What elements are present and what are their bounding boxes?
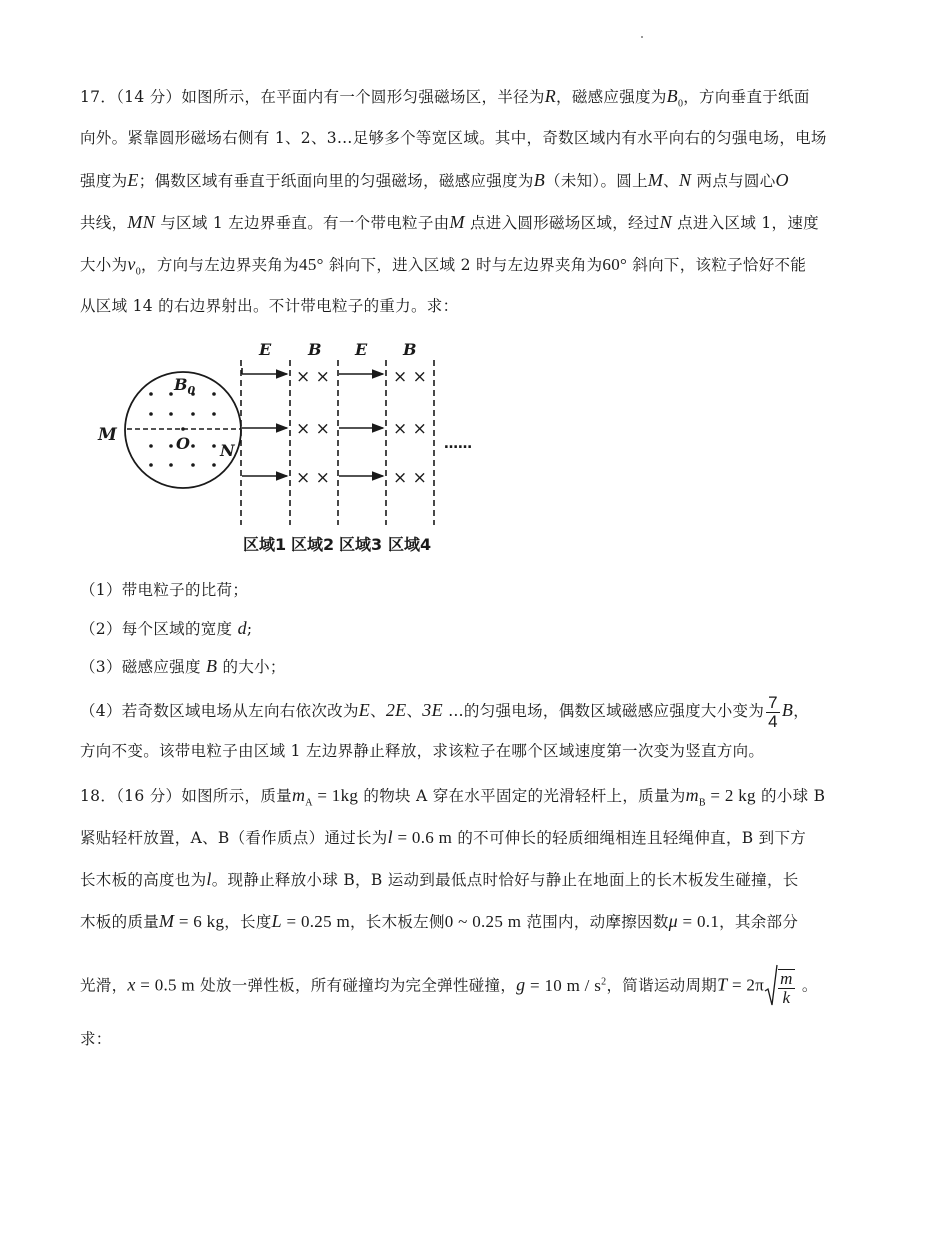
field-regions-diagram — [90, 330, 500, 560]
q17-line-4: 共线，MN 与区域 1 左边界垂直。有一个带电粒子由M 点进入圆形磁场区域，经过N 点进入区域 1，速度 — [80, 212, 819, 232]
sqrt-m-over-k: $\frac{m}{k}$ — [764, 965, 797, 1009]
region4-label: 区域4 — [388, 535, 432, 554]
q17-sub-1: （1）带电粒子的比荷； — [80, 581, 249, 599]
region1-field-label: E — [259, 340, 272, 359]
region3-field-label: E — [355, 340, 368, 359]
q18-line-1: 18．（16 分）如图所示，质量$m_A = 1kg$ 的物块 A 穿在水平固定的光滑轻杆上，质量为$m_B = 2$ kg 的小球 B — [80, 785, 826, 809]
q17-sub-3: （3）磁感应强度 B 的大小； — [80, 656, 286, 676]
q18-score: （16 分） — [116, 787, 182, 805]
q17-sub-4-cont: 方向不变。该带电粒子由区域 1 左边界静止释放，求该粒子在哪个区域速度第一次变为竖直方向。 — [80, 742, 765, 760]
q17-sub-4: （4）若奇数区域电场从左向右依次改为E、2E、3E …的匀强电场，偶数区域磁感应强度大小变为 $\frac{7}{4}$ B， — [80, 692, 810, 731]
point-n-label: N — [220, 441, 235, 460]
q17-line-6: 从区域 14 的右边界射出。不计带电粒子的重力。求： — [80, 297, 459, 315]
q17-line-3: 强度为E；偶数区域有垂直于纸面向里的匀强磁场，磁感应强度为B（未知）。圆上M、N 两点与圆心O — [80, 170, 789, 190]
page-mark — [641, 36, 643, 38]
q17-line-5: 大小为$v_0$，方向与左边界夹角为45° 斜向下，进入区域 2 时与左边界夹角为60° 斜向下，该粒子恰好不能 — [80, 254, 807, 278]
q18-line-2: 紧贴轻杆放置，A、B（看作质点）通过长为l = 0.6 m 的不可伸长的轻质细绳相连且轻绳伸直，B 到下方 — [80, 827, 807, 847]
region1-label: 区域1 — [243, 535, 287, 554]
point-m-label: M — [98, 425, 117, 445]
svg-text:× ×: × × — [393, 419, 427, 439]
region3-label: 区域3 — [339, 535, 383, 554]
q17-number: 17． — [80, 88, 117, 106]
region4-field-label: B — [403, 340, 417, 359]
q17-sub-2: （2）每个区域的宽度 d; — [80, 618, 253, 638]
q17-line-1: 17．（14 分）如图所示，在平面内有一个圆形匀强磁场区，半径为R，磁感应强度为$B_0$，方向垂直于纸面 — [80, 86, 810, 110]
region2-field-label: B — [308, 340, 322, 359]
svg-text:× ×: × × — [393, 468, 427, 488]
point-o-label: O — [176, 434, 190, 453]
svg-text:× ×: × × — [393, 367, 427, 387]
q18-line-3: 长木板的高度也为l。现静止释放小球 B，B 运动到最低点时恰好与静止在地面上的长木板发生碰撞，长 — [80, 869, 799, 889]
svg-text:× ×: × × — [296, 468, 330, 488]
q18-number: 18． — [80, 787, 117, 805]
q17-line-2: 向外。紧靠圆形磁场右侧有 1、2、3…足够多个等宽区域。其中，奇数区域内有水平向右的匀强电场，电场 — [80, 129, 827, 147]
svg-text:× ×: × × — [296, 419, 330, 439]
q18-line-4: 木板的质量M = 6 kg，长度L = 0.25 m，长木板左侧0 ~ 0.25 m 范围内，动摩擦因数μ = 0.1，其余部分 — [80, 911, 799, 931]
b0-label: $B_0$ — [174, 375, 196, 397]
q18-line-5: 光滑，x = 0.5 m 处放一弹性板，所有碰撞均为完全弹性碰撞，g = 10 m / $s^2$，简谐运动周期T = 2π $\frac{m}{k}$ 。 — [80, 960, 870, 1010]
ellipsis: …… — [444, 436, 472, 452]
svg-text:× ×: × × — [296, 367, 330, 387]
q18-line-6: 求： — [80, 1030, 112, 1048]
q17-score: （14 分） — [116, 88, 182, 106]
fraction-7-4: $\frac{7}{4}$ — [768, 692, 778, 731]
region2-label: 区域2 — [291, 535, 335, 554]
